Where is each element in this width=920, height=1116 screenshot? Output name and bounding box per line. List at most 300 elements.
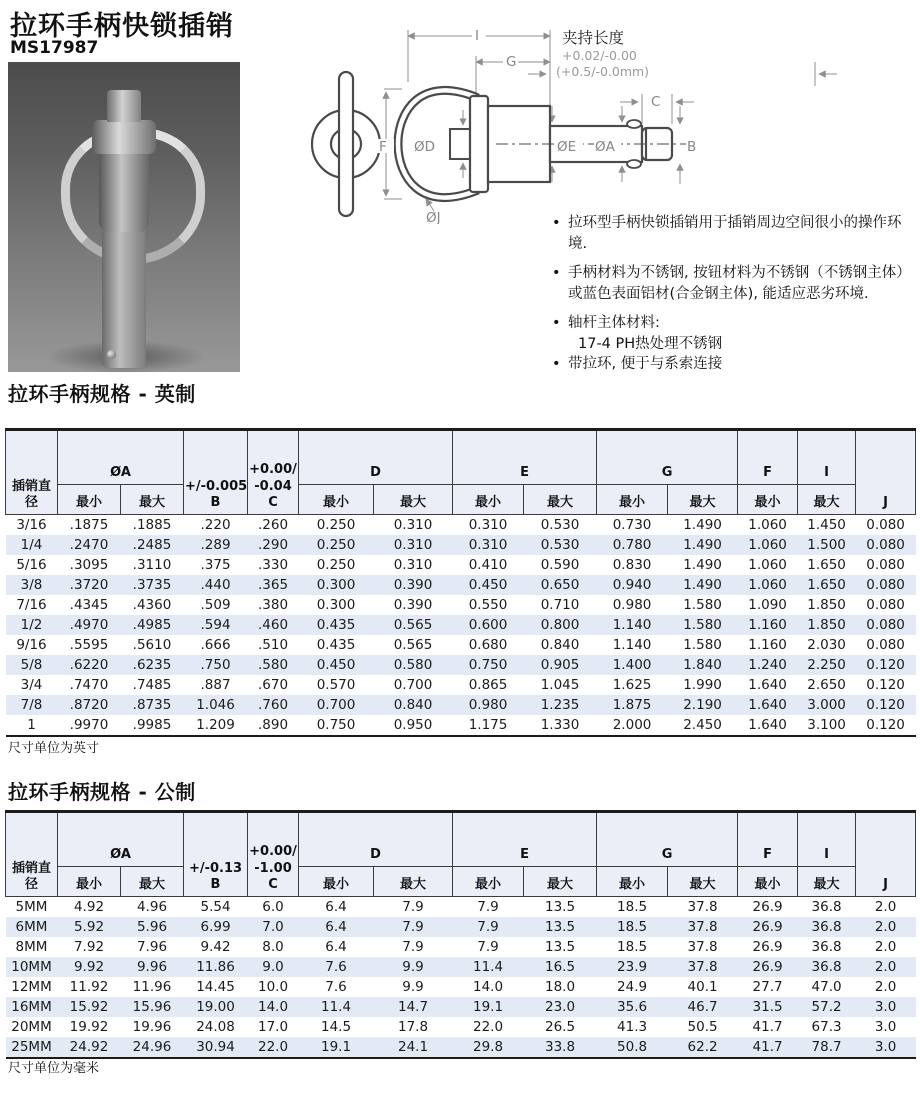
- table-cell: .380: [257, 597, 289, 613]
- product-photo: [8, 62, 240, 372]
- table-cell: 2.450: [683, 717, 722, 733]
- table-cell: 19.92: [69, 1019, 109, 1035]
- table-cell: .9970: [69, 717, 109, 733]
- table-cell: .5610: [132, 637, 172, 653]
- table-cell: 13.5: [545, 939, 576, 955]
- col-f: F: [738, 812, 798, 867]
- table-cell: 33.8: [545, 1039, 576, 1055]
- dim-g-label: G: [506, 54, 517, 70]
- row-label: 7/16: [16, 597, 47, 613]
- table-cell: 13.5: [545, 899, 576, 915]
- subcol-min: 最小: [299, 485, 374, 515]
- col-d: D: [299, 812, 453, 867]
- table-cell: 37.8: [687, 919, 718, 935]
- table-cell: 0.980: [612, 597, 652, 613]
- feature-item: [552, 213, 916, 254]
- table-cell: 7.9: [477, 919, 499, 935]
- technical-diagram: [300, 12, 915, 224]
- dim-f-label: F: [379, 139, 387, 155]
- table-cell: 9.92: [73, 959, 105, 975]
- table-cell: .890: [257, 717, 289, 733]
- table-cell: 46.7: [687, 999, 718, 1015]
- feature-subtext: 17-4 PH热处理不锈钢: [578, 335, 723, 352]
- table-cell: 1.140: [612, 617, 652, 633]
- table-cell: .760: [257, 697, 289, 713]
- table-cell: 19.1: [473, 999, 504, 1015]
- table-cell: 1.580: [683, 637, 722, 653]
- table-cell: .2470: [69, 537, 109, 553]
- table-cell: .6235: [132, 657, 172, 673]
- dim-oj-label: ØJ: [426, 210, 441, 224]
- col-i: I: [798, 812, 856, 867]
- b-tolerance: +/-0.13: [188, 860, 243, 876]
- table-cell: 0.570: [316, 677, 356, 693]
- bullet-dot: •: [552, 315, 561, 332]
- col-oa: ØA: [58, 812, 184, 867]
- table-cell: 3.0: [874, 1019, 897, 1035]
- table-cell: 4.92: [73, 899, 105, 915]
- table-cell: 2.250: [807, 657, 846, 673]
- table-row: [6, 555, 916, 575]
- table-cell: .750: [200, 657, 231, 673]
- table-cell: 19.1: [320, 1039, 352, 1055]
- table-cell: 1.060: [748, 537, 787, 553]
- table-cell: 30.94: [196, 1039, 235, 1055]
- row-label: 1: [27, 717, 36, 733]
- table-cell: 1.640: [748, 677, 787, 693]
- table-cell: 0.435: [316, 617, 356, 633]
- table-cell: .4970: [69, 617, 109, 633]
- col-b: [184, 430, 248, 515]
- table-cell: 36.8: [811, 959, 842, 975]
- table-cell: 1.240: [748, 657, 787, 673]
- subcol-max: 最大: [524, 867, 597, 897]
- table-cell: 0.865: [468, 677, 508, 693]
- feature-text: 手柄材料为不锈钢, 按钮材料为不锈钢（不锈钢主体）或蓝色表面铝材(合金钢主体), 能适应恶劣环境.: [568, 265, 911, 302]
- subcol-max: 最大: [798, 485, 856, 515]
- pin-detent-ball: [107, 350, 116, 359]
- subcol-min: 最小: [58, 485, 121, 515]
- col-d: D: [299, 430, 453, 485]
- c-tolerance-2: -1.00: [254, 860, 292, 876]
- table-cell: 0.390: [393, 577, 433, 593]
- table-cell: 0.530: [540, 517, 580, 533]
- table-cell: 1.650: [807, 577, 846, 593]
- table-cell: .375: [200, 557, 231, 573]
- table-cell: .365: [257, 577, 289, 593]
- table-cell: 0.840: [540, 637, 580, 653]
- table-cell: 7.96: [136, 939, 168, 955]
- subcol-max: 最大: [668, 867, 738, 897]
- row-label: 9/16: [16, 637, 47, 653]
- table-cell: 1.160: [748, 617, 787, 633]
- table-cell: 22.0: [257, 1039, 289, 1055]
- table-cell: 15.96: [132, 999, 172, 1015]
- table-cell: 0.080: [866, 577, 905, 593]
- row-label: 5MM: [15, 899, 48, 915]
- model-number: MS17987: [10, 38, 99, 58]
- table-cell: 0.120: [866, 697, 905, 713]
- table-cell: .9985: [132, 717, 172, 733]
- col-c: [248, 430, 299, 515]
- table-cell: .260: [257, 517, 289, 533]
- table-cell: 10.0: [257, 979, 289, 995]
- table-cell: 24.1: [397, 1039, 429, 1055]
- table-cell: 1.045: [540, 677, 580, 693]
- table-cell: 31.5: [752, 999, 783, 1015]
- bullet-dot: •: [552, 215, 561, 231]
- table-cell: 1.580: [683, 617, 722, 633]
- table-cell: 1.140: [612, 637, 652, 653]
- table-cell: 18.5: [617, 899, 648, 915]
- table-cell: 1.990: [683, 677, 722, 693]
- table-cell: 0.750: [468, 657, 508, 673]
- table-cell: 37.8: [687, 899, 718, 915]
- table-cell: 1.490: [683, 517, 722, 533]
- table-cell: 24.9: [617, 979, 648, 995]
- table-cell: .6220: [69, 657, 109, 673]
- c-letter: C: [268, 494, 278, 510]
- table-row: [6, 937, 916, 957]
- table-cell: 0.980: [468, 697, 508, 713]
- table-cell: 9.42: [200, 939, 231, 955]
- table-cell: 50.8: [617, 1039, 648, 1055]
- table-cell: 1.850: [807, 597, 846, 613]
- table-cell: 0.750: [316, 717, 356, 733]
- table-cell: 7.9: [477, 899, 499, 915]
- table-cell: 7.9: [477, 939, 499, 955]
- page-title: 拉环手柄快锁插销: [10, 11, 234, 42]
- table-cell: 40.1: [687, 979, 718, 995]
- pin-button: [107, 90, 141, 122]
- table-cell: .7485: [132, 677, 172, 693]
- table-cell: 23.0: [545, 999, 576, 1015]
- table-cell: 36.8: [811, 939, 842, 955]
- table-cell: 67.3: [811, 1019, 842, 1035]
- table-cell: 9.9: [402, 979, 424, 995]
- table-cell: .8735: [132, 697, 172, 713]
- pin-body: [99, 152, 149, 232]
- table-cell: 7.6: [325, 959, 347, 975]
- table-cell: 24.08: [196, 1019, 235, 1035]
- pin-collar: [92, 120, 156, 154]
- table-cell: 0.080: [866, 597, 905, 613]
- subcol-max: 最大: [668, 485, 738, 515]
- feature-item: [552, 263, 916, 304]
- table-cell: 2.190: [683, 697, 722, 713]
- imperial-footnote: 尺寸单位为英寸: [8, 741, 100, 756]
- table-cell: 0.730: [612, 517, 652, 533]
- table-cell: 8.0: [262, 939, 284, 955]
- subcol-min: 最小: [58, 867, 121, 897]
- table-cell: 1.235: [540, 697, 580, 713]
- table-cell: 35.6: [617, 999, 648, 1015]
- table-cell: 0.710: [540, 597, 580, 613]
- table-cell: 41.7: [752, 1019, 783, 1035]
- dim-oe-label: ØE: [557, 139, 577, 155]
- row-label: 5/8: [20, 657, 43, 673]
- table-cell: 36.8: [811, 899, 842, 915]
- table-cell: .5595: [69, 637, 109, 653]
- feature-item: [552, 354, 916, 375]
- table-cell: 0.080: [866, 517, 905, 533]
- table-cell: 0.565: [393, 637, 433, 653]
- row-label: 16MM: [11, 999, 52, 1015]
- table-cell: 24.96: [132, 1039, 172, 1055]
- table-cell: 41.3: [617, 1019, 648, 1035]
- table-row: [6, 615, 916, 635]
- table-row: [6, 675, 916, 695]
- table-cell: .7470: [69, 677, 109, 693]
- table-row: [6, 635, 916, 655]
- imperial-table-header: [6, 430, 916, 515]
- col-e: E: [453, 430, 597, 485]
- table-cell: 14.0: [473, 979, 504, 995]
- table-cell: .1875: [69, 517, 109, 533]
- table-cell: 1.330: [540, 717, 580, 733]
- table-cell: 62.2: [687, 1039, 718, 1055]
- table-cell: .289: [200, 537, 231, 553]
- col-b: [184, 812, 248, 897]
- table-cell: 0.080: [866, 637, 905, 653]
- table-cell: 3.000: [807, 697, 846, 713]
- table-cell: 17.8: [397, 1019, 429, 1035]
- row-label: 1/4: [20, 537, 43, 553]
- pin-side-view: [312, 72, 692, 216]
- c-tolerance-2: -0.04: [254, 478, 292, 494]
- table-cell: 1.490: [683, 537, 722, 553]
- table-cell: 0.450: [316, 657, 356, 673]
- table-cell: 0.650: [540, 577, 580, 593]
- table-cell: 11.86: [196, 959, 235, 975]
- table-cell: 0.700: [316, 697, 356, 713]
- table-cell: 1.490: [683, 577, 722, 593]
- table-row: [6, 655, 916, 675]
- table-row: [6, 897, 916, 918]
- table-cell: 0.310: [468, 537, 508, 553]
- table-cell: 2.650: [807, 677, 846, 693]
- table-cell: 17.0: [257, 1019, 289, 1035]
- table-cell: 11.4: [473, 959, 504, 975]
- col-f: F: [738, 430, 798, 485]
- table-cell: 0.410: [468, 557, 508, 573]
- c-tolerance-1: +0.00/: [249, 462, 297, 478]
- table-cell: .330: [257, 557, 289, 573]
- col-j: J: [856, 812, 916, 897]
- table-cell: 0.250: [316, 537, 356, 553]
- row-label: 10MM: [11, 959, 52, 975]
- table-cell: 5.54: [200, 899, 231, 915]
- table-cell: 2.0: [874, 959, 897, 975]
- table-cell: 6.0: [262, 899, 284, 915]
- table-cell: 26.9: [752, 959, 783, 975]
- b-letter: B: [210, 494, 221, 510]
- subcol-min: 最小: [299, 867, 374, 897]
- subcol-min: 最小: [453, 867, 524, 897]
- table-cell: 0.800: [540, 617, 580, 633]
- table-cell: 0.080: [866, 537, 905, 553]
- table-cell: 0.120: [866, 657, 905, 673]
- table-cell: 19.96: [132, 1019, 172, 1035]
- table-cell: 29.8: [473, 1039, 504, 1055]
- table-cell: 0.600: [468, 617, 508, 633]
- table-cell: 14.45: [196, 979, 235, 995]
- table-row: [6, 1037, 916, 1058]
- row-label: 6MM: [15, 919, 48, 935]
- table-row: [6, 595, 916, 615]
- table-cell: 36.8: [811, 919, 842, 935]
- table-cell: 9.9: [402, 959, 424, 975]
- table-cell: 4.96: [136, 899, 168, 915]
- table-cell: 1.500: [807, 537, 846, 553]
- table-cell: 11.4: [320, 999, 352, 1015]
- table-cell: 6.4: [325, 919, 347, 935]
- row-label: 7/8: [20, 697, 43, 713]
- table-cell: 7.92: [73, 939, 105, 955]
- grip-length-label: 夹持长度: [562, 29, 625, 47]
- section-title-imperial: 拉环手柄规格 - 英制: [8, 382, 196, 406]
- table-cell: 2.0: [874, 899, 897, 915]
- table-row: [6, 695, 916, 715]
- table-cell: .440: [200, 577, 231, 593]
- table-cell: 22.0: [473, 1019, 504, 1035]
- row-label: 3/8: [20, 577, 43, 593]
- col-pin-diameter: 插销直径: [6, 812, 58, 897]
- table-cell: 26.5: [545, 1019, 576, 1035]
- table-cell: 0.310: [393, 517, 433, 533]
- table-cell: 0.590: [540, 557, 580, 573]
- table-cell: 0.120: [866, 717, 905, 733]
- table-cell: 0.310: [393, 537, 433, 553]
- table-cell: 27.7: [752, 979, 783, 995]
- table-cell: 0.700: [393, 677, 433, 693]
- table-cell: .580: [257, 657, 289, 673]
- pin-shaft: [102, 230, 146, 368]
- subcol-min: 最小: [453, 485, 524, 515]
- table-cell: 2.000: [612, 717, 652, 733]
- b-letter: B: [210, 876, 221, 892]
- table-cell: 1.850: [807, 617, 846, 633]
- table-cell: 1.060: [748, 557, 787, 573]
- table-cell: 6.99: [200, 919, 231, 935]
- col-pin-diameter: 插销直径: [6, 430, 58, 515]
- table-row: [6, 957, 916, 977]
- table-cell: .4360: [132, 597, 172, 613]
- dim-i-label: I: [475, 28, 479, 44]
- feature-list: [552, 213, 916, 384]
- table-cell: 0.080: [866, 617, 905, 633]
- table-row: [6, 997, 916, 1017]
- table-cell: 1.209: [196, 717, 235, 733]
- metric-footnote: 尺寸单位为毫米: [8, 1061, 100, 1076]
- table-cell: 2.030: [807, 637, 846, 653]
- feature-item: [552, 313, 916, 354]
- table-cell: .4345: [69, 597, 109, 613]
- table-cell: 24.92: [69, 1039, 109, 1055]
- table-cell: 2.0: [874, 979, 897, 995]
- dim-od-label: ØD: [414, 139, 436, 155]
- table-cell: .510: [257, 637, 289, 653]
- table-cell: 3.0: [874, 1039, 897, 1055]
- table-cell: 2.0: [874, 939, 897, 955]
- table-cell: 26.9: [752, 899, 783, 915]
- metric-table-body: [6, 897, 916, 1059]
- row-label: 3/16: [16, 517, 47, 533]
- table-cell: 7.9: [402, 919, 424, 935]
- table-cell: 14.7: [397, 999, 429, 1015]
- table-cell: 37.8: [687, 959, 718, 975]
- table-cell: 14.0: [257, 999, 289, 1015]
- bullet-dot: •: [552, 356, 561, 373]
- grip-tolerance-mm: (+0.5/-0.0mm): [556, 64, 650, 79]
- table-cell: 16.5: [545, 959, 576, 975]
- table-cell: 1.490: [683, 557, 722, 573]
- table-cell: 0.780: [612, 537, 652, 553]
- feature-line: [552, 313, 916, 334]
- table-cell: 57.2: [811, 999, 842, 1015]
- table-cell: 18.5: [617, 919, 648, 935]
- table-cell: 6.4: [325, 939, 347, 955]
- subcol-max: 最大: [121, 485, 184, 515]
- col-i: I: [798, 430, 856, 485]
- table-cell: 1.640: [748, 717, 787, 733]
- table-cell: 26.9: [752, 919, 783, 935]
- metric-spec-table: [5, 810, 916, 1059]
- table-cell: .2485: [132, 537, 172, 553]
- table-cell: 0.310: [393, 557, 433, 573]
- table-cell: 0.450: [468, 577, 508, 593]
- table-cell: 1.160: [748, 637, 787, 653]
- feature-text: 带拉环, 便于与系索连接: [568, 356, 723, 373]
- table-cell: 26.9: [752, 939, 783, 955]
- table-cell: 50.5: [687, 1019, 718, 1035]
- dim-c-label: C: [651, 94, 661, 110]
- row-label: 25MM: [11, 1039, 52, 1055]
- subcol-min: 最小: [738, 867, 798, 897]
- table-cell: .594: [200, 617, 231, 633]
- table-cell: 1.046: [196, 697, 235, 713]
- table-cell: 1.625: [612, 677, 652, 693]
- table-cell: 0.680: [468, 637, 508, 653]
- table-cell: .3735: [132, 577, 172, 593]
- table-cell: 23.9: [617, 959, 648, 975]
- table-cell: 1.640: [748, 697, 787, 713]
- subcol-max: 最大: [524, 485, 597, 515]
- table-cell: 2.0: [874, 919, 897, 935]
- b-tolerance: +/-0.005: [185, 478, 248, 494]
- table-cell: 0.940: [612, 577, 652, 593]
- table-cell: 0.550: [468, 597, 508, 613]
- table-cell: .460: [257, 617, 289, 633]
- table-cell: 18.5: [617, 939, 648, 955]
- subcol-max: 最大: [374, 867, 453, 897]
- table-cell: 11.92: [69, 979, 109, 995]
- table-cell: 5.96: [136, 919, 168, 935]
- table-cell: 1.060: [748, 577, 787, 593]
- table-row: [6, 1017, 916, 1037]
- table-cell: 7.9: [402, 899, 424, 915]
- table-cell: 0.390: [393, 597, 433, 613]
- table-cell: 0.250: [316, 557, 356, 573]
- feature-text: 拉环型手柄快锁插销用于插销周边空间很小的操作环境.: [568, 215, 902, 252]
- table-cell: 47.0: [811, 979, 842, 995]
- imperial-table-body: [6, 515, 916, 737]
- table-cell: 0.300: [316, 577, 356, 593]
- subcol-max: 最大: [121, 867, 184, 897]
- table-cell: 1.090: [748, 597, 787, 613]
- table-cell: 9.0: [262, 959, 284, 975]
- table-cell: 1.400: [612, 657, 652, 673]
